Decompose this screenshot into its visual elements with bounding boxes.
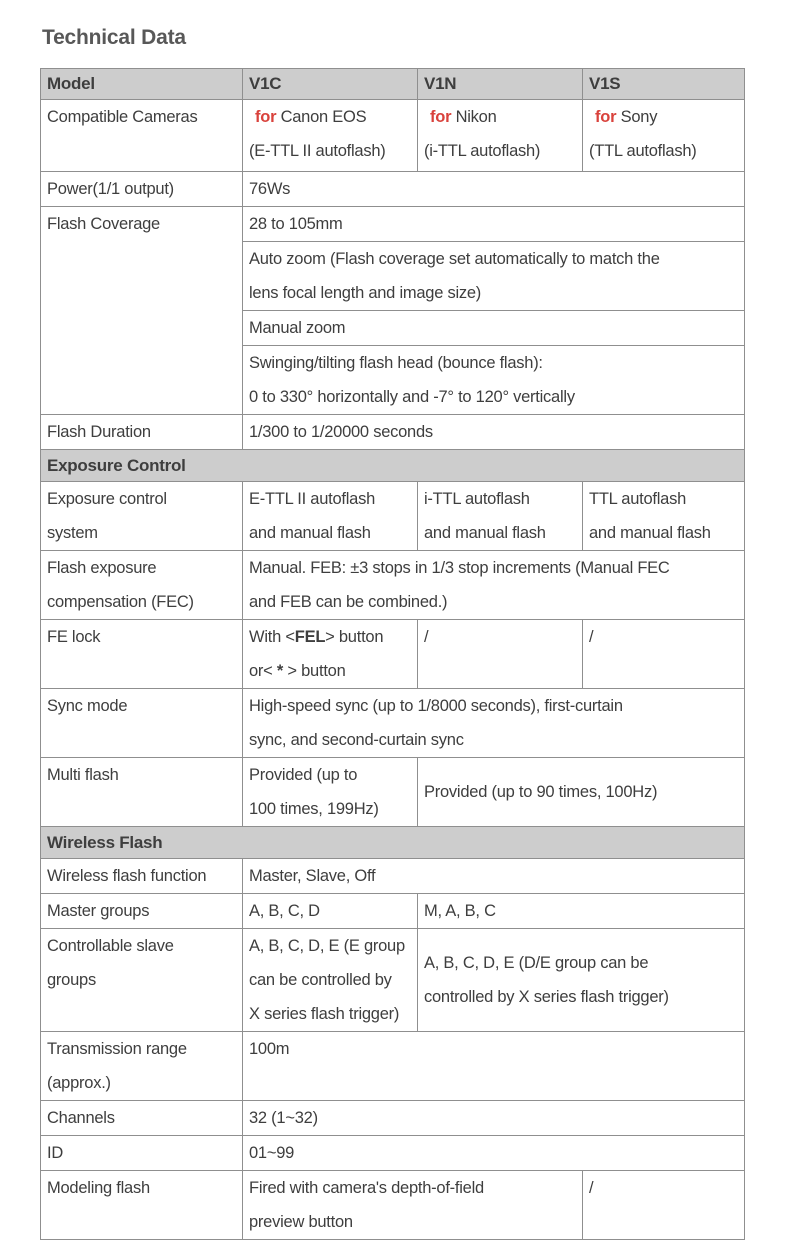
cell-master-groups-v1c: A, B, C, D	[243, 894, 418, 929]
row-master-groups	[41, 894, 745, 929]
label-transmission-range: Transmission range (approx.)	[41, 1032, 243, 1101]
row-id	[41, 1136, 745, 1171]
label-channels: Channels	[41, 1101, 243, 1136]
cell-power-value: 76Ws	[243, 172, 745, 207]
cell-fe-lock-v1c	[243, 620, 418, 689]
fe-lock-l2-bold: *	[276, 662, 284, 680]
fe-lock-l1-pre: With <	[249, 628, 295, 646]
cell-exposure-system-v1c: E-TTL II autoflash and manual flash	[243, 482, 418, 551]
label-compatible-cameras: Compatible Cameras	[41, 100, 243, 172]
row-sync-mode	[41, 689, 745, 758]
for-badge-v1s: for	[595, 108, 617, 126]
cell-exposure-system-v1s: TTL autoflash and manual flash	[583, 482, 745, 551]
header-v1s: V1S	[583, 69, 745, 100]
label-fec: Flash exposure compensation (FEC)	[41, 551, 243, 620]
fe-lock-l1-post: > button	[325, 628, 384, 646]
cell-fe-lock-v1n: /	[418, 620, 583, 689]
section-exposure-control-label: Exposure Control	[41, 450, 745, 482]
cell-multi-flash-v1c: Provided (up to 100 times, 199Hz)	[243, 758, 418, 827]
cell-slave-groups-v1n-v1s: A, B, C, D, E (D/E group can be controlled by X series flash trigger)	[418, 929, 745, 1032]
label-flash-coverage: Flash Coverage	[41, 207, 243, 415]
fe-lock-l2-post: > button	[283, 662, 346, 680]
row-multi-flash	[41, 758, 745, 827]
cell-flash-duration: 1/300 to 1/20000 seconds	[243, 415, 745, 450]
label-multi-flash: Multi flash	[41, 758, 243, 827]
fe-lock-l2-pre: or<	[249, 662, 277, 680]
row-channels	[41, 1101, 745, 1136]
cell-compatible-v1s	[583, 100, 745, 172]
section-wireless-flash-label: Wireless Flash	[41, 827, 745, 859]
label-exposure-system: Exposure control system	[41, 482, 243, 551]
cell-compatible-v1n	[418, 100, 583, 172]
section-exposure-control	[41, 450, 745, 482]
fe-lock-l1-bold: FEL	[294, 628, 326, 646]
row-power	[41, 172, 745, 207]
label-wireless-function: Wireless flash function	[41, 859, 243, 894]
cell-modeling-flash-value: Fired with camera's depth-of-field preview button	[243, 1171, 583, 1240]
cell-fec-value: Manual. FEB: ±3 stops in 1/3 stop increments (Manual FEC and FEB can be combined.)	[243, 551, 745, 620]
cell-multi-flash-v1n-v1s: Provided (up to 90 times, 100Hz)	[418, 758, 745, 827]
autoflash-v1c: (E-TTL II autoflash)	[249, 142, 386, 160]
cell-exposure-system-v1n: i-TTL autoflash and manual flash	[418, 482, 583, 551]
cell-channels: 32 (1~32)	[243, 1101, 745, 1136]
row-transmission-range	[41, 1032, 745, 1101]
cell-transmission-range: 100m	[243, 1032, 745, 1101]
label-fe-lock: FE lock	[41, 620, 243, 689]
brand-v1c: Canon EOS	[280, 108, 367, 126]
cell-master-groups-v1n-v1s: M, A, B, C	[418, 894, 745, 929]
row-slave-groups	[41, 929, 745, 1032]
label-modeling-flash: Modeling flash	[41, 1171, 243, 1240]
brand-v1n: Nikon	[455, 108, 497, 126]
brand-v1s: Sony	[620, 108, 658, 126]
header-model: Model	[41, 69, 243, 100]
for-badge-v1n: for	[430, 108, 452, 126]
header-row	[41, 69, 745, 100]
row-flash-coverage-range	[41, 207, 745, 242]
row-compatible-cameras	[41, 100, 745, 172]
cell-coverage-manual: Manual zoom	[243, 311, 745, 346]
cell-coverage-swing: Swinging/tilting flash head (bounce flash): 0 to 330° horizontally and -7° to 120° vertically	[243, 346, 745, 415]
header-v1c: V1C	[243, 69, 418, 100]
label-slave-groups: Controllable slave groups	[41, 929, 243, 1032]
section-wireless-flash	[41, 827, 745, 859]
autoflash-v1n: (i-TTL autoflash)	[424, 142, 541, 160]
cell-slave-groups-v1c: A, B, C, D, E (E group can be controlled by X series flash trigger)	[243, 929, 418, 1032]
label-flash-duration: Flash Duration	[41, 415, 243, 450]
header-v1n: V1N	[418, 69, 583, 100]
label-master-groups: Master groups	[41, 894, 243, 929]
cell-coverage-range: 28 to 105mm	[243, 207, 745, 242]
label-power: Power(1/1 output)	[41, 172, 243, 207]
row-fec	[41, 551, 745, 620]
for-badge-v1c: for	[255, 108, 277, 126]
label-id: ID	[41, 1136, 243, 1171]
row-exposure-system	[41, 482, 745, 551]
page-title: Technical Data	[42, 26, 186, 49]
cell-id: 01~99	[243, 1136, 745, 1171]
cell-coverage-autozoom: Auto zoom (Flash coverage set automatically to match the lens focal length and image size)	[243, 242, 745, 311]
label-sync-mode: Sync mode	[41, 689, 243, 758]
row-modeling-flash	[41, 1171, 745, 1240]
cell-sync-mode: High-speed sync (up to 1/8000 seconds), first-curtain sync, and second-curtain sync	[243, 689, 745, 758]
autoflash-v1s: (TTL autoflash)	[589, 142, 697, 160]
cell-fe-lock-v1s: /	[583, 620, 745, 689]
cell-modeling-flash-v1s: /	[583, 1171, 745, 1240]
spec-table	[40, 68, 745, 1240]
row-wireless-function	[41, 859, 745, 894]
cell-compatible-v1c	[243, 100, 418, 172]
cell-wireless-function: Master, Slave, Off	[243, 859, 745, 894]
row-flash-duration	[41, 415, 745, 450]
row-fe-lock	[41, 620, 745, 689]
